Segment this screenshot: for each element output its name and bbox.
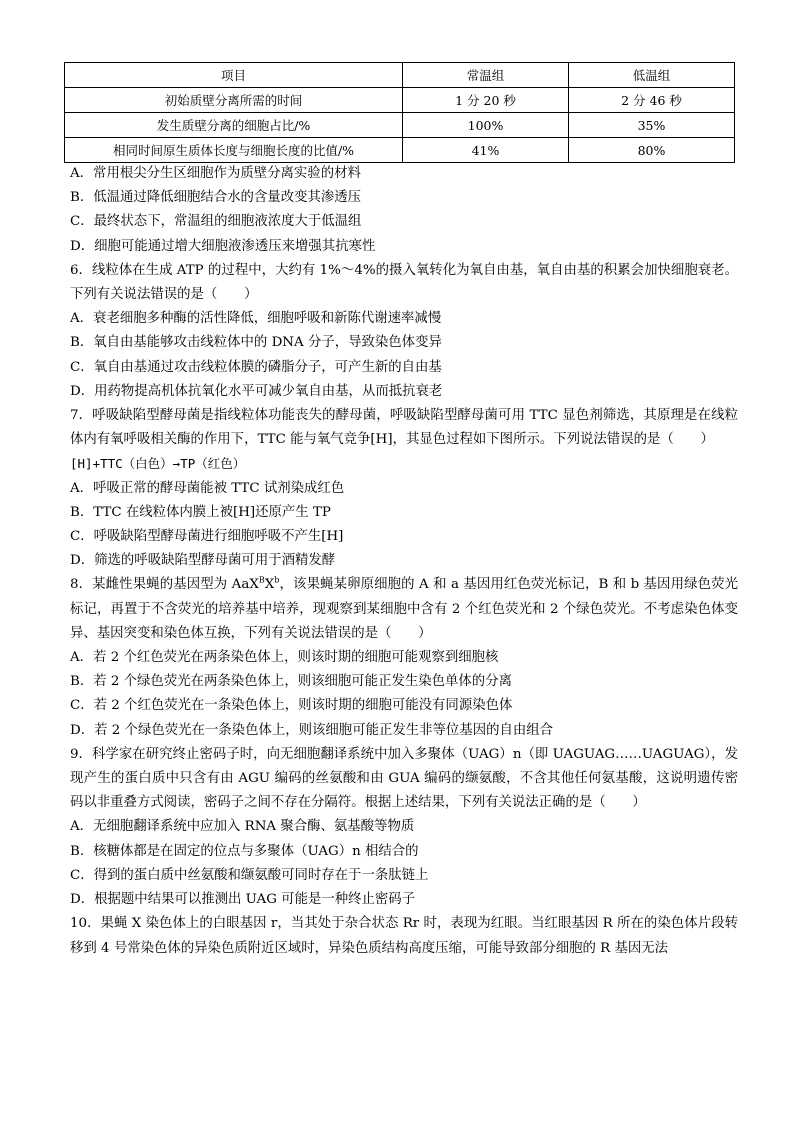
- table-row: [65, 88, 735, 113]
- table-cell: 发生质壁分离的细胞占比/%: [65, 113, 403, 138]
- question-6: [70, 259, 738, 404]
- option-d: D．筛选的呼吸缺陷型酵母菌可用于酒精发酵: [70, 553, 336, 569]
- option-a: A．无细胞翻译系统中应加入 RNA 聚合酶、氨基酸等物质: [70, 819, 415, 835]
- option-d: D．根据题中结果可以推测出 UAG 可能是一种终止密码子: [70, 892, 416, 908]
- question-stem: [70, 573, 738, 646]
- question-content: [70, 162, 738, 961]
- question-stem: 9．科学家在研究终止密码子时，向无细胞翻译系统中加入多聚体（UAG）n（即 UAGUAG……UAGUAG），发现产生的蛋白质中只含有由 AGU 编码的丝氨酸和由 GUA 编码的缬氨酸，不含其他任何氨基酸，这说明遗传密码以非重叠方式阅读，密码子之间不存在分隔符。根据上述结果，下列有关说法正确的是（ ）: [70, 746, 738, 811]
- question-8: [70, 573, 738, 742]
- option-b: B．若 2 个绿色荧光在两条染色体上，则该细胞可能正发生染色单体的分离: [70, 674, 512, 690]
- option-a: A．呼吸正常的酵母菌能被 TTC 试剂染成红色: [70, 480, 345, 496]
- stem-part: X: [264, 577, 275, 593]
- option-b: B．低温通过降低细胞结合水的含量改变其渗透压: [70, 190, 362, 206]
- table-cell: 2 分 46 秒: [569, 88, 735, 113]
- table-row: [65, 138, 735, 163]
- table-cell: 80%: [569, 138, 735, 163]
- table-header-item: 项目: [65, 63, 403, 88]
- question-9: [70, 743, 738, 912]
- option-b: B．氧自由基能够攻击线粒体中的 DNA 分子，导致染色体变异: [70, 335, 442, 351]
- question-stem: 7．呼吸缺陷型酵母菌是指线粒体功能丧失的酵母菌，呼吸缺陷型酵母菌可用 TTC 显色剂筛选，其原理是在线粒体内有氧呼吸相关酶的作用下，TTC 能与氧气竞争[H]，其显色过程如下图所示。下列说法错误的是（ ）: [70, 408, 738, 448]
- question-5-options: [70, 162, 738, 259]
- option-c: C．得到的蛋白质中丝氨酸和缬氨酸可同时存在于一条肽链上: [70, 867, 429, 883]
- option-c: C．若 2 个红色荧光在一条染色体上，则该时期的细胞可能没有同源染色体: [70, 698, 513, 714]
- table-cell: 相同时间原生质体长度与细胞长度的比值/%: [65, 138, 403, 163]
- question-7: [70, 404, 738, 573]
- option-a: A．衰老细胞多种酶的活性降低，细胞呼吸和新陈代谢速率减慢: [70, 311, 442, 327]
- option-d: D．若 2 个绿色荧光在一条染色体上，则该细胞可能正发生非等位基因的自由组合: [70, 722, 554, 738]
- table-header-low-temp: 低温组: [569, 63, 735, 88]
- option-a: A．若 2 个红色荧光在两条染色体上，则该时期的细胞可能观察到细胞核: [70, 650, 499, 666]
- option-a: A．常用根尖分生区细胞作为质壁分离实验的材料: [70, 166, 361, 181]
- table-cell: 35%: [569, 113, 735, 138]
- table-cell: 1 分 20 秒: [403, 88, 569, 113]
- question-stem: 10．果蝇 X 染色体上的白眼基因 r，当其处于杂合状态 Rr 时，表现为红眼。当红眼基因 R 所在的染色体片段转移到 4 号常染色体的异染色质附近区域时，异染色质结构高度压缩，可能导致部分细胞的 R 基因无法: [70, 916, 738, 956]
- question-stem: 6．线粒体在生成 ATP 的过程中，大约有 1%～4%的摄入氧转化为氧自由基，氧自由基的积累会加快细胞衰老。下列有关说法错误的是（ ）: [70, 262, 738, 303]
- table-header-normal-temp: 常温组: [403, 63, 569, 88]
- option-c: C．呼吸缺陷型酵母菌进行细胞呼吸不产生[H]: [70, 529, 344, 545]
- option-b: B．TTC 在线粒体内膜上被[H]还原产生 TP: [70, 504, 331, 520]
- experiment-table: [64, 62, 735, 163]
- superscript: B: [258, 575, 265, 585]
- table-cell: 100%: [403, 113, 569, 138]
- option-c: C．氧自由基通过攻击线粒体膜的磷脂分子，可产生新的自由基: [70, 359, 442, 375]
- superscript: b: [274, 575, 280, 585]
- stem-part: 8．某雌性果蝇的基因型为 AaX: [70, 577, 259, 593]
- option-d: D．用药物提高机体抗氧化水平可减少氧自由基，从而抵抗衰老: [70, 383, 443, 399]
- option-b: B．核糖体都是在固定的位点与多聚体（UAG）n 相结合的: [70, 843, 419, 859]
- question-10: [70, 912, 738, 960]
- option-d: D．细胞可能通过增大细胞液渗透压来增强其抗寒性: [70, 238, 376, 254]
- table-header-row: [65, 63, 735, 88]
- table-cell: 41%: [403, 138, 569, 163]
- reaction-formula: [H]+TTC（白色）→TP（红色）: [70, 456, 246, 472]
- table-cell: 初始质壁分离所需的时间: [65, 88, 403, 113]
- option-c: C．最终状态下，常温组的细胞液浓度大于低温组: [70, 214, 362, 230]
- table-row: [65, 113, 735, 138]
- stem-part: ，该果蝇某卵原细胞的 A 和 a 基因用红色荧光标记，B 和 b 基因用绿色荧光标记，再置于不含荧光的培养基中培养，现观察到某细胞中含有 2 个红色荧光和 2 个绿色荧光。不考虑染色体变异、基因突变和染色体互换，下列有关说法错误的是（ ）: [70, 577, 739, 641]
